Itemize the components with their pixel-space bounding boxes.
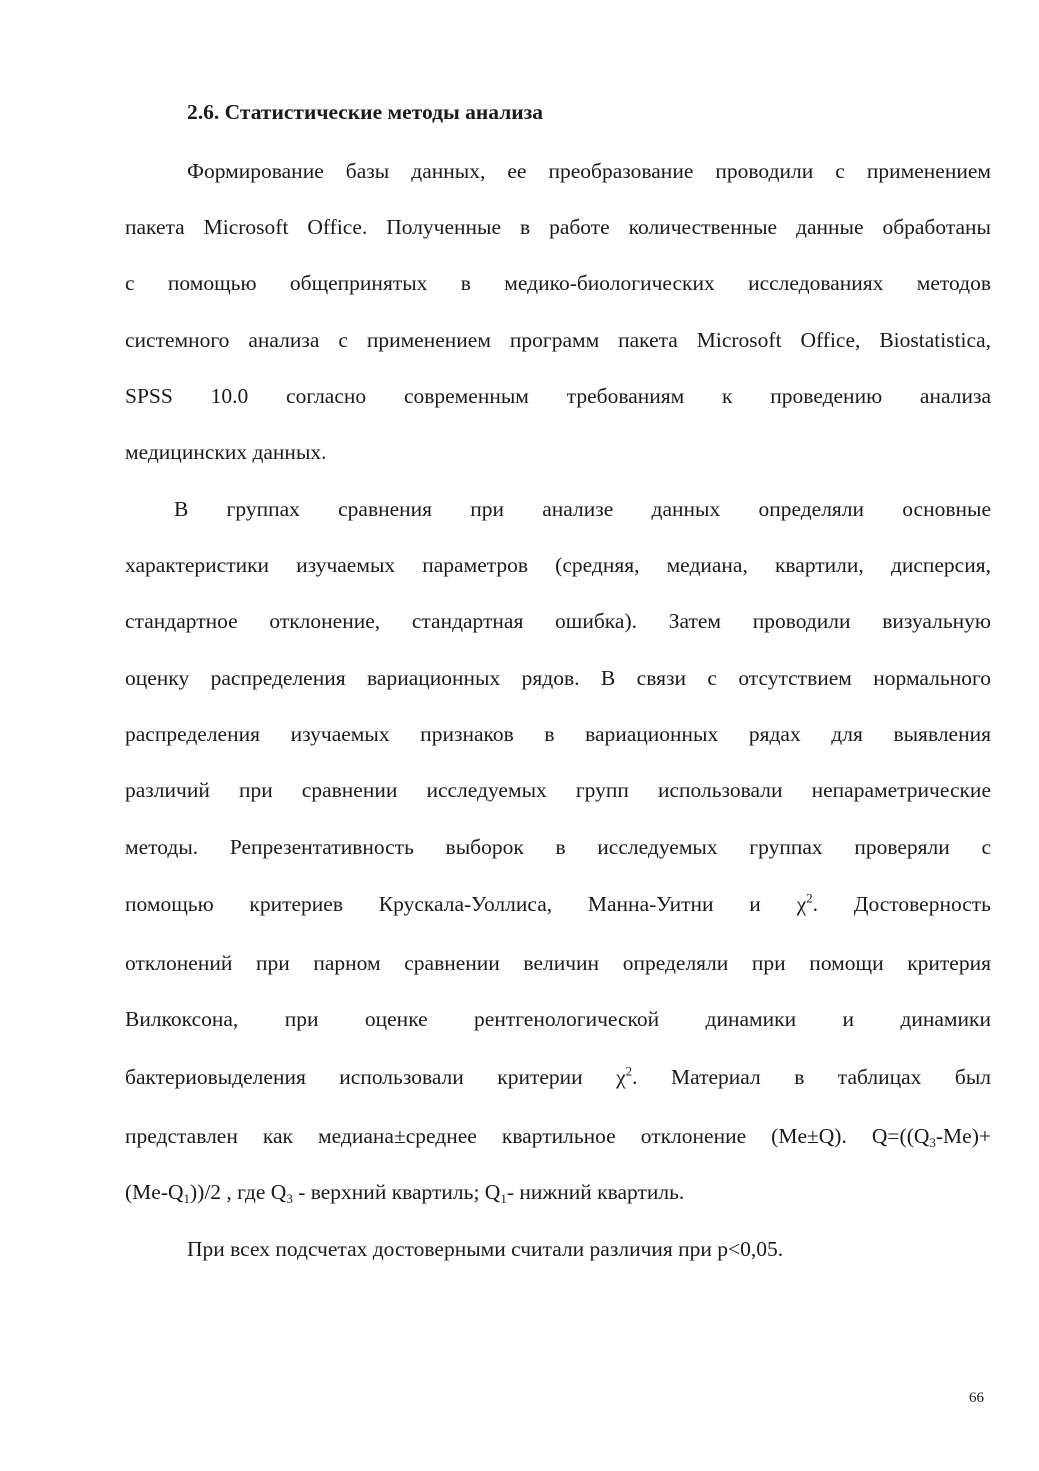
text-segment: ))/2 , где Q — [190, 1180, 287, 1204]
paragraph-2-line-12 — [125, 1122, 991, 1150]
paragraph-3: При всех подсчетах достоверными считали различия при p<0,05. — [187, 1237, 784, 1261]
subscript: 1 — [500, 1190, 507, 1206]
superscript: 2 — [806, 890, 813, 906]
text-segment: (Me-Q — [125, 1180, 184, 1204]
superscript: 2 — [625, 1063, 633, 1079]
paragraph-2-line-13 — [125, 1178, 684, 1206]
paragraph-2-line-10: Вилкоксона, при оценке рентгенологической динамики и динамики — [125, 1007, 991, 1031]
text-segment: представлен как медиана±среднее квартильное отклонение (Me±Q). Q=((Q — [125, 1124, 930, 1148]
text-segment: . Достоверность — [812, 892, 991, 916]
text-segment: помощью критериев Крускала-Уоллиса, Манна-Уитни и χ — [125, 892, 807, 916]
paragraph-2-line-3: стандартное отклонение, стандартная ошибка). Затем проводили визуальную — [125, 609, 991, 633]
subscript: 3 — [286, 1190, 293, 1206]
text-segment: бактериовыделения использовали критерии χ — [125, 1065, 626, 1089]
text-segment: - верхний квартиль; Q — [292, 1180, 501, 1204]
text-segment: -Me)+ — [935, 1124, 991, 1148]
subscript: 1 — [183, 1190, 191, 1206]
section-heading: 2.6. Статистические методы анализа — [187, 100, 544, 124]
subscript: 3 — [929, 1134, 936, 1150]
paragraph-2-line-2: характеристики изучаемых параметров (средняя, медиана, квартили, дисперсия, — [125, 553, 991, 577]
paragraph-2-line-9: отклонений при парном сравнении величин определяли при помощи критерия — [125, 951, 991, 975]
paragraph-2-line-11 — [125, 1063, 991, 1091]
paragraph-1-line-1: Формирование базы данных, ее преобразование проводили с применением — [187, 159, 991, 183]
text-segment: . Материал в таблицах был — [632, 1065, 991, 1089]
paragraph-1-line-6: медицинских данных. — [125, 440, 327, 464]
paragraph-2-line-5: распределения изучаемых признаков в вариационных рядах для выявления — [125, 722, 991, 746]
paragraph-2-line-8 — [125, 890, 991, 918]
page-number: 66 — [969, 1390, 984, 1406]
paragraph-1-line-2: пакета Microsoft Office. Полученные в работе количественные данные обработаны — [125, 215, 991, 239]
paragraph-1-line-5: SPSS 10.0 согласно современным требованиям к проведению анализа — [125, 384, 991, 408]
paragraph-2-line-6: различий при сравнении исследуемых групп использовали непараметрические — [125, 778, 991, 802]
paragraph-2-line-7: методы. Репрезентативность выборок в исследуемых группах проверяли с — [125, 835, 991, 859]
text-segment: - нижний квартиль. — [506, 1180, 685, 1204]
paragraph-1-line-4: системного анализа с применением программ пакета Microsoft Office, Biostatistica, — [125, 328, 991, 352]
paragraph-2-line-4: оценку распределения вариационных рядов. В связи с отсутствием нормального — [125, 666, 991, 690]
paragraph-1-line-3: с помощью общепринятых в медико-биологических исследованиях методов — [125, 271, 991, 295]
paragraph-2-line-1: В группах сравнения при анализе данных определяли основные — [174, 497, 991, 521]
